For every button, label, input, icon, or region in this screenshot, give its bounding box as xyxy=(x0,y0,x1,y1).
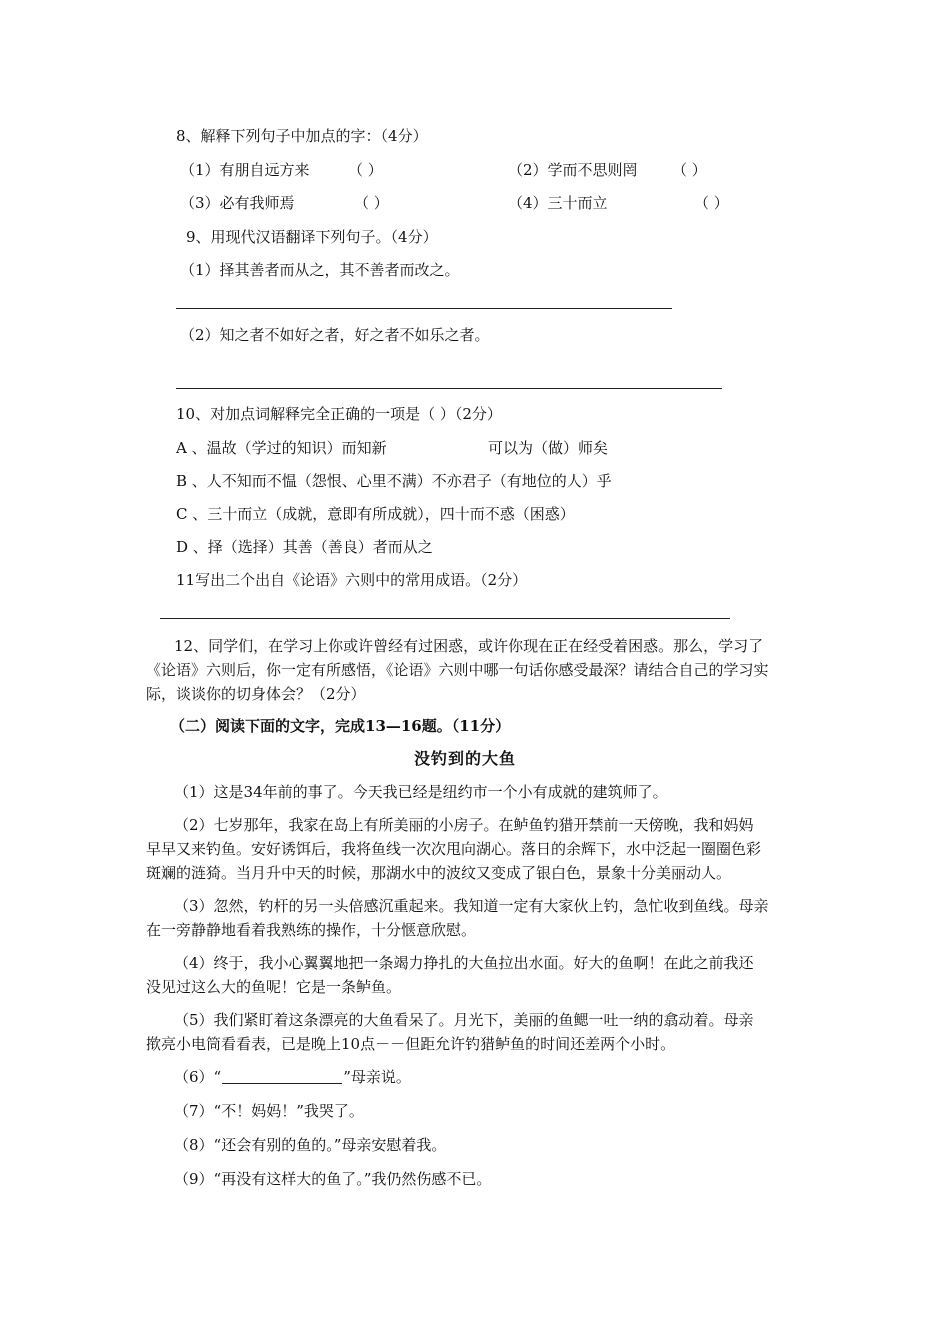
q12-line-1: 12、同学们，在学习上你或许曾经有过困惑，或许你现在正在经受着困惑。那么，学习了 xyxy=(174,637,764,655)
paragraph-3-line-2: 在一旁静静地看着我熟练的操作，十分惬意欣慰。 xyxy=(146,921,477,939)
dialogue-9: （9）“再没有这样大的鱼了。”我仍然伤感不已。 xyxy=(174,1170,492,1188)
paragraph-2-line-3: 斑斓的涟猗。当月升中天的时候，那湖水中的波纹又变成了银白色，景象十分美丽动人。 xyxy=(146,864,732,882)
dialogue-7: （7）“不！妈妈！”我哭了。 xyxy=(174,1102,364,1120)
q11-answer-line[interactable] xyxy=(160,618,730,619)
q8-item-1: （1）有朋自远方来 xyxy=(180,161,310,179)
q10-option-a: A 、温故（学过的知识）而知新 xyxy=(176,439,387,457)
q8-item-3: （3）必有我师焉 xyxy=(180,194,295,212)
paragraph-2-line-1: （2）七岁那年，我家在岛上有所美丽的小房子。在鲈鱼钓猎开禁前一天傍晚，我和妈妈 xyxy=(174,816,754,834)
dialogue-8: （8）“还会有别的鱼的。”母亲安慰着我。 xyxy=(174,1136,447,1154)
paragraph-3-line-1: （3）忽然，钓杆的另一头倍感沉重起来。我知道一定有大家伙上钓，急忙收到鱼线。母亲 xyxy=(174,897,769,915)
q8-answer-1[interactable]: （ ） xyxy=(348,161,383,179)
paragraph-4-line-2: 没见过这么大的鱼呢！它是一条鲈鱼。 xyxy=(146,978,402,996)
q8-answer-4[interactable]: （ ） xyxy=(694,194,729,212)
q10-title: 10、对加点词解释完全正确的一项是（ ）（2分） xyxy=(176,405,502,423)
q10-option-a-part2: 可以为（做）师矣 xyxy=(488,439,609,457)
q8-answer-2[interactable]: （ ） xyxy=(672,161,707,179)
q9-answer-line-2[interactable] xyxy=(176,388,722,389)
q8-item-4: （4）三十而立 xyxy=(508,194,608,212)
dialogue-6-blank[interactable] xyxy=(222,1069,342,1084)
q12-line-2: 《论语》六则后，你一定有所感悟，《论语》六则中哪一句话你感受最深？请结合自己的学习实 xyxy=(146,661,769,679)
paragraph-5-line-1: （5）我们紧盯着这条漂亮的大鱼看呆了。月光下，美丽的鱼鳃一吐一纳的翕动着。母亲 xyxy=(174,1011,754,1029)
dialogue-6 xyxy=(174,1067,411,1087)
paragraph-4-line-1: （4）终于，我小心翼翼地把一条竭力挣扎的大鱼拉出水面。好大的鱼啊！在此之前我还 xyxy=(174,954,754,972)
q9-sentence-2: （2）知之者不如好之者，好之者不如乐之者。 xyxy=(180,326,490,344)
q8-item-2: （2）学而不思则罔 xyxy=(508,161,638,179)
paragraph-5-line-2: 揿亮小电筒看看表，已是晚上10点－－但距允许钓猎鲈鱼的时间还差两个小时。 xyxy=(146,1035,676,1053)
section-2-heading: （二）阅读下面的文字，完成13—16题。（11分） xyxy=(170,717,511,735)
story-title: 没钓到的大鱼 xyxy=(414,749,517,768)
q12-line-3: 际，谈谈你的切身体会？（2分） xyxy=(146,685,366,703)
q10-option-b: B 、人不知而不愠（怨恨、心里不满）不亦君子（有地位的人）乎 xyxy=(176,472,612,490)
q11-title: 11写出二个出自《论语》六则中的常用成语。（2分） xyxy=(176,571,528,589)
q8-answer-3[interactable]: （ ） xyxy=(354,194,389,212)
dialogue-6-close: ”母亲说。 xyxy=(343,1068,411,1086)
q10-option-c: C 、三十而立（成就，意即有所成就），四十而不惑（困惑） xyxy=(176,505,575,523)
q9-sentence-1: （1）择其善者而从之，其不善者而改之。 xyxy=(180,261,460,279)
q9-title: 9、用现代汉语翻译下列句子。（4分） xyxy=(186,228,438,246)
paragraph-1-line-1: （1）这是34年前的事了。今天我已经是纽约市一个小有成就的建筑师了。 xyxy=(174,783,668,801)
dialogue-6-open: （6）“ xyxy=(174,1068,222,1086)
paragraph-2-line-2: 早早又来钓鱼。安好诱饵后，我将鱼线一次次甩向湖心。落日的余辉下，水中泛起一圈圈色彩 xyxy=(146,840,762,858)
q9-answer-line-1[interactable] xyxy=(176,308,672,309)
q8-title: 8、解释下列句子中加点的字：（4分） xyxy=(176,127,428,145)
q10-option-d: D 、择（选择）其善（善良）者而从之 xyxy=(176,538,433,556)
